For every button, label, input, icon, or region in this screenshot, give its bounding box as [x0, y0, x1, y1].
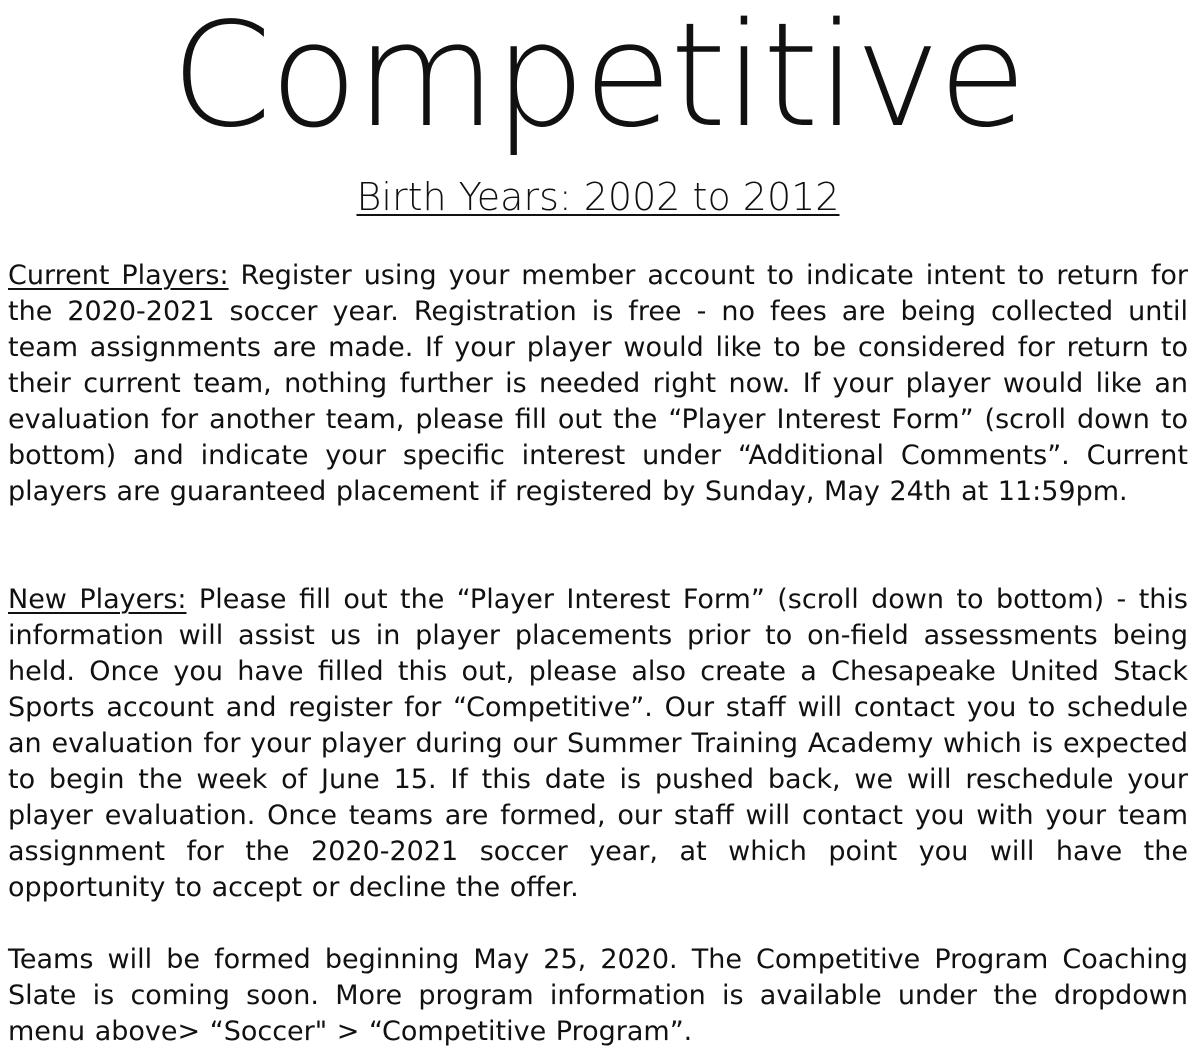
new-players-label: New Players: — [8, 584, 187, 615]
page-title: Competitive — [171, 0, 1025, 159]
new-players-text: Please fill out the “Player Interest Form” (scroll down to bottom) - this information will assist us in player placements prior to on-field assessments being held. Once you have filled this out, please also create a Chesapeake United Stack Sports account and register for “Competitive”. Our staff will contact you to schedule an evaluation for your player during our Summer Training Academy which is expected to begin the week of June 15. If this date is pushed back, we will reschedule your player evaluation. Once teams are formed, our staff will contact you with your team assignment for the 2020-2021 soccer year, at which point you will have the opportunity to accept or decline the offer. — [8, 584, 1188, 903]
teams-info-text: Teams will be formed beginning May 25, 2020. The Competitive Program Coaching Slate is coming soon. More program information is available under the dropdown menu above> “Soccer" > “Competitive Program”. — [8, 944, 1188, 1047]
current-players-text: Register using your member account to indicate intent to return for the 2020-2021 soccer year. Registration is free - no fees are being collected until team assignments are made. If your player would like to be considered for return to their current team, nothing further is needed right now. If your player would like an evaluation for another team, please fill out the “Player Interest Form” (scroll down to bottom) and indicate your specific interest under “Additional Comments”. Current players are guaranteed placement if registered by Sunday, May 24th at 11:59pm. — [8, 260, 1188, 507]
teams-info-paragraph — [8, 942, 1188, 1050]
current-players-label: Current Players: — [8, 260, 229, 291]
birth-years-text: Birth Years: 2002 to 2012 — [356, 175, 840, 219]
current-players-paragraph — [8, 258, 1188, 510]
new-players-paragraph — [8, 582, 1188, 906]
birth-years-heading — [0, 173, 1196, 221]
